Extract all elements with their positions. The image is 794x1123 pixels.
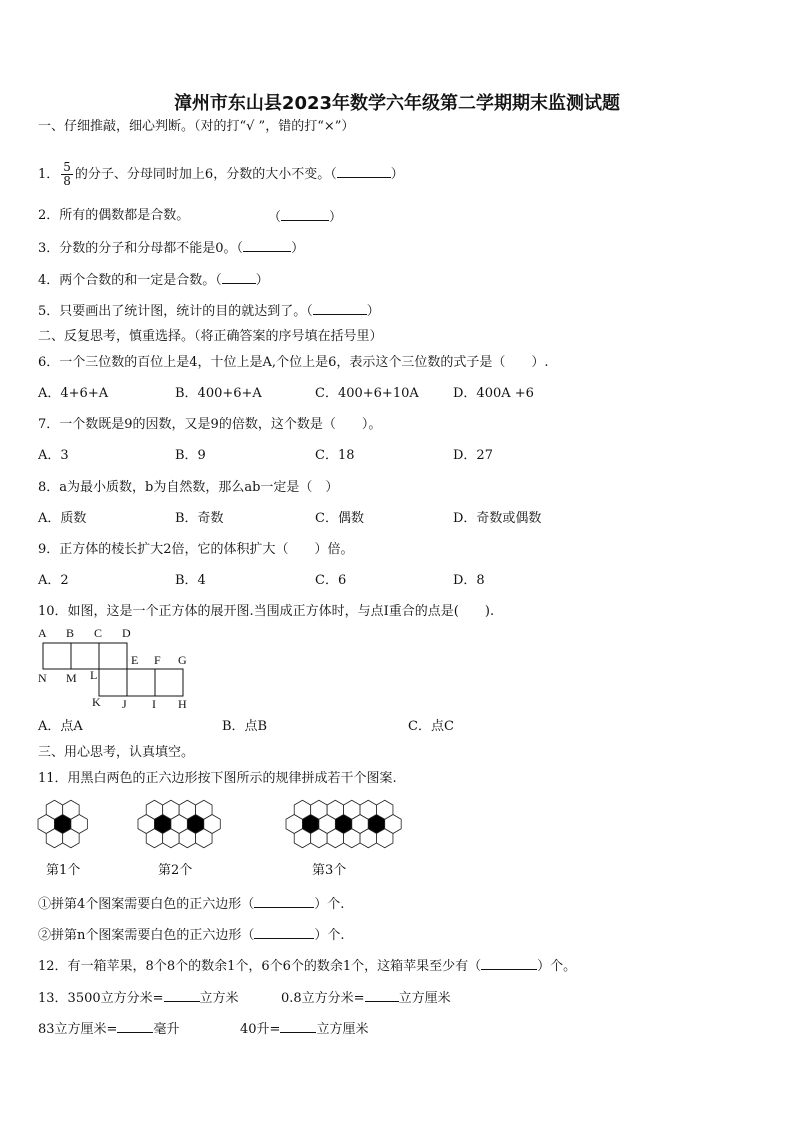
- q11-sub1-close: ）个.: [314, 897, 345, 912]
- point-label: I: [152, 697, 156, 711]
- page-title: 漳州市东山县2023年数学六年级第二学期期末监测试题: [173, 93, 621, 114]
- answer-blank[interactable]: [365, 989, 399, 1002]
- question-6: 6．一个三位数的百位上是4，十位上是A,个位上是6，表示这个三位数的式子是（ ）.: [38, 355, 549, 370]
- answer-blank[interactable]: [243, 239, 291, 252]
- hexagon-pattern-2: [134, 796, 234, 852]
- answer-blank[interactable]: [281, 208, 329, 221]
- point-label: B: [66, 626, 75, 640]
- q6-option-c[interactable]: C．400+6+10A: [315, 386, 419, 401]
- q11-sub-2: [38, 926, 345, 944]
- q7-option-d[interactable]: D．27: [453, 448, 493, 463]
- q3-number: 3．: [38, 241, 60, 256]
- q12-text: 12．有一箱苹果，8个8个的数余1个，6个6个的数余1个，这箱苹果至少有（: [38, 959, 482, 974]
- point-label: N: [38, 671, 47, 685]
- q5-close: ）: [366, 304, 380, 319]
- q8-option-c[interactable]: C．偶数: [315, 511, 364, 526]
- q9-option-d[interactable]: D．8: [453, 573, 485, 588]
- question-13-c: [38, 1020, 179, 1038]
- q6-option-d[interactable]: D．400A +6: [453, 386, 534, 401]
- q9-option-a[interactable]: A．2: [38, 573, 69, 588]
- pattern-caption-2: 第2个: [158, 863, 193, 878]
- q8-option-d[interactable]: D．奇数或偶数: [453, 511, 542, 526]
- section1-heading: 一、仔细推敲，细心判断。（对的打“√ ”，错的打“×”）: [38, 119, 355, 134]
- answer-blank[interactable]: [222, 271, 256, 284]
- q1-text: 的分子、分母同时加上6，分数的大小不变。（: [74, 167, 337, 182]
- q6-option-b[interactable]: B．400+6+A: [175, 386, 262, 401]
- point-label: D: [122, 626, 131, 640]
- answer-blank[interactable]: [117, 1020, 153, 1033]
- fraction-numerator: 5: [63, 160, 71, 174]
- point-label: F: [154, 653, 161, 667]
- question-12: [38, 957, 576, 975]
- pattern-caption-3: 第3个: [312, 863, 347, 878]
- net-square: [43, 643, 71, 669]
- q13-a-text: 13．3500立方分米=: [38, 991, 164, 1006]
- q4-text: 两个合数的和一定是合数。（: [59, 273, 222, 288]
- q11-sub-1: [38, 895, 344, 913]
- q10-option-b[interactable]: B．点B: [222, 719, 268, 734]
- question-13-d: [240, 1020, 368, 1038]
- point-label: J: [122, 697, 127, 711]
- hexagon-pattern-3: [282, 796, 412, 852]
- q6-option-a[interactable]: A．4+6+A: [38, 386, 109, 401]
- q13-c-text: 83立方厘米=: [38, 1022, 118, 1037]
- question-8: 8．a为最小质数，b为自然数，那么ab一定是（ ）: [38, 480, 339, 495]
- q8-option-b[interactable]: B．奇数: [175, 511, 224, 526]
- q2-number: 2．: [38, 208, 60, 223]
- question-5: [38, 302, 380, 320]
- q7-option-a[interactable]: A．3: [38, 448, 69, 463]
- net-square: [99, 669, 127, 696]
- q1-number: 1．: [38, 167, 60, 182]
- point-label: H: [178, 697, 187, 711]
- q13-a-unit: 立方米: [199, 991, 239, 1006]
- question-7: 7．一个数既是9的因数，又是9的倍数，这个数是（ ）。: [38, 417, 382, 432]
- q2-text: 所有的偶数都是合数。: [59, 208, 190, 223]
- q13-b-unit: 立方厘米: [398, 991, 451, 1006]
- section2-heading: 二、反复思考，慎重选择。（将正确答案的序号填在括号里）: [38, 329, 383, 344]
- q4-number: 4．: [38, 273, 60, 288]
- answer-blank[interactable]: [164, 989, 200, 1002]
- q13-d-text: 40升=: [240, 1022, 281, 1037]
- answer-blank[interactable]: [481, 957, 537, 970]
- point-label: K: [92, 695, 101, 709]
- point-label: E: [131, 653, 139, 667]
- q2-open: （: [268, 210, 282, 225]
- question-3: [38, 239, 304, 257]
- net-square: [155, 669, 183, 696]
- question-2: [38, 208, 189, 224]
- question-13-b: [281, 989, 451, 1007]
- question-4: [38, 271, 269, 289]
- point-label: C: [94, 626, 103, 640]
- hexagon-pattern-1: [34, 796, 94, 852]
- answer-blank[interactable]: [280, 1020, 316, 1033]
- answer-blank[interactable]: [313, 302, 367, 315]
- fraction-denominator: 8: [63, 174, 71, 188]
- q9-option-b[interactable]: B．4: [175, 573, 206, 588]
- q10-option-a[interactable]: A．点A: [38, 719, 83, 734]
- answer-blank[interactable]: [254, 895, 314, 908]
- q7-option-c[interactable]: C．18: [315, 448, 355, 463]
- q11-sub2-close: ）个.: [314, 928, 345, 943]
- circled-number-2: ②: [38, 928, 52, 943]
- circled-number-1: ①: [38, 897, 52, 912]
- q1-close: ）: [390, 167, 404, 182]
- question-13-a: [38, 989, 239, 1007]
- answer-blank[interactable]: [254, 926, 314, 939]
- question-10: 10．如图，这是一个正方体的展开图.当围成正方体时，与点I重合的点是( ).: [38, 604, 495, 619]
- net-square: [127, 669, 155, 696]
- net-square: [71, 643, 99, 669]
- question-9: 9．正方体的棱长扩大2倍，它的体积扩大（ ）倍。: [38, 542, 354, 557]
- section3-heading: 三、用心思考，认真填空。: [38, 745, 195, 760]
- point-label: G: [178, 653, 187, 667]
- net-square: [99, 643, 127, 669]
- q3-close: ）: [291, 241, 305, 256]
- point-label: L: [90, 668, 98, 682]
- point-label: A: [38, 626, 47, 640]
- q9-option-c[interactable]: C．6: [315, 573, 347, 588]
- q10-option-c[interactable]: C．点C: [408, 719, 454, 734]
- question-1: [38, 161, 404, 188]
- point-label: M: [66, 671, 77, 685]
- question-11: 11．用黑白两色的正六边形按下图所示的规律拼成若干个图案.: [38, 771, 397, 786]
- q8-option-a[interactable]: A．质数: [38, 511, 87, 526]
- q4-close: ）: [255, 273, 269, 288]
- q12-close: ）个。: [537, 959, 577, 974]
- fraction-5-8: [61, 161, 73, 188]
- pattern-caption-1: 第1个: [46, 863, 81, 878]
- q13-b-text: 0.8立方分米=: [281, 991, 365, 1006]
- q11-sub2-text: 拼第n个图案需要白色的正六边形（: [51, 928, 255, 943]
- q2-close: ）: [329, 210, 343, 225]
- answer-blank[interactable]: [337, 165, 391, 178]
- q13-c-unit: 毫升: [153, 1022, 180, 1037]
- q7-option-b[interactable]: B．9: [175, 448, 206, 463]
- q3-text: 分数的分子和分母都不能是0。（: [59, 241, 244, 256]
- q13-d-unit: 立方厘米: [316, 1022, 369, 1037]
- q11-sub1-text: 拼第4个图案需要白色的正六边形（: [51, 897, 255, 912]
- question-2-answer: [268, 208, 342, 226]
- q5-number: 5．: [38, 304, 60, 319]
- q5-text: 只要画出了统计图，统计的目的就达到了。（: [59, 304, 313, 319]
